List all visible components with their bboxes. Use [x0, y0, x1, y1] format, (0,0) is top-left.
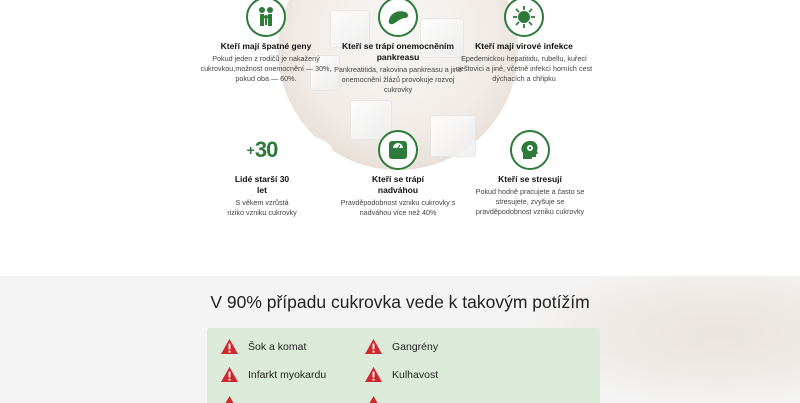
consequence-label: Šok a komat — [248, 340, 307, 353]
consequence-item — [364, 338, 438, 355]
risk-description: Pokud hodně pracujete a často se stresujete, zvyšuje se pravděpodobnost vzniku cukrovky — [475, 187, 585, 216]
risk-card-virus — [454, 0, 594, 84]
consequence-item — [364, 366, 438, 383]
consequence-item — [220, 366, 326, 383]
consequences-title: V 90% případu cukrovka vede k takovým potížím — [210, 292, 590, 312]
scale-icon — [378, 130, 418, 170]
consequence-label: Kulhavost — [392, 368, 439, 381]
family-icon — [246, 0, 286, 37]
age-30-icon — [192, 130, 332, 170]
risk-description: Pankreatitida, rakovina pankreasu a jiné onemocnění žlázů provokuje rozvoj cukrovky — [334, 65, 462, 94]
risk-title: Kteří mají virové infekce — [475, 41, 573, 51]
consequence-item-partial — [364, 395, 392, 403]
warning-icon — [220, 366, 239, 383]
risk-title: Kteří se trápí nadváhou — [372, 174, 424, 195]
consequences-section — [0, 276, 800, 403]
risk-description: Epedemickou hepatitidu, rubellu, kuřecí neštovici a jiné, včetně infekcí horních cest dýchacích a chřipku — [455, 54, 593, 83]
virus-icon — [504, 0, 544, 37]
consequence-item — [220, 338, 306, 355]
warning-icon — [220, 338, 239, 355]
consequence-label: Gangrény — [392, 340, 439, 353]
risk-card-weight — [328, 130, 468, 218]
risk-description: S věkem vzrůstá riziko vzniku cukrovky — [227, 198, 297, 217]
age-plus: + — [246, 142, 254, 158]
warning-icon — [364, 338, 383, 355]
warning-icon — [220, 395, 239, 403]
risk-title: Kteří se stresují — [498, 174, 562, 184]
age-number: 30 — [254, 137, 278, 162]
risk-title: Kteří mají špatné geny — [220, 41, 312, 51]
risk-description: Pokud jeden z rodičů je nakažený cukrovkou,možnost onemocnění — 30%, pokud oba — 60%. — [200, 54, 332, 83]
risk-description: Pravděpodobnost vzniku cukrovky s nadváhou více než 40% — [340, 198, 456, 217]
risk-card-age — [192, 130, 332, 218]
warning-icon — [364, 395, 383, 403]
risk-card-pancreas — [328, 0, 468, 95]
consequence-label: Infarkt myokardu — [248, 368, 327, 381]
risk-title: Lidé starší 30 let — [234, 174, 290, 195]
consequence-item-partial — [220, 395, 248, 403]
risk-title: Kteří se trápí onemocněním pankreasu — [342, 41, 454, 62]
risk-card-stress — [460, 130, 600, 217]
pancreas-icon — [378, 0, 418, 37]
stress-head-icon — [510, 130, 550, 170]
consequences-panel — [207, 328, 600, 403]
risk-card-genes — [196, 0, 336, 84]
warning-icon — [364, 366, 383, 383]
